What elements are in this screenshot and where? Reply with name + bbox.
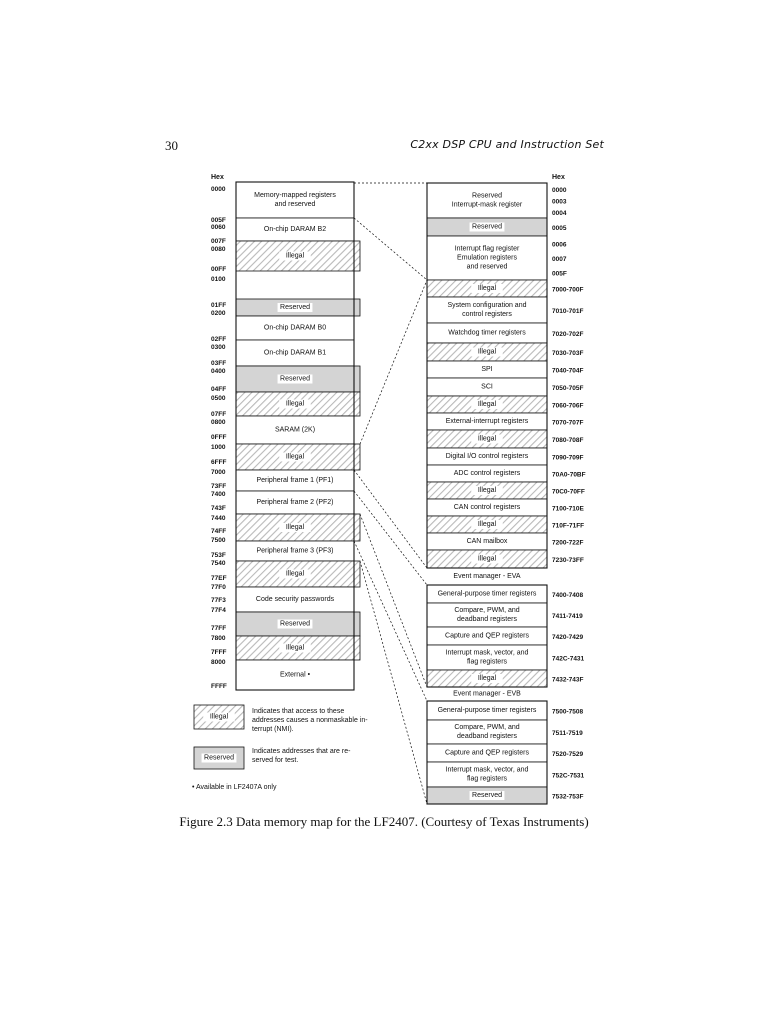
connector-line xyxy=(360,514,427,687)
address-label: 01FF xyxy=(211,302,227,309)
connector-line xyxy=(354,218,427,280)
legend-illegal-text: addresses causes a nonmaskable in- xyxy=(252,717,368,724)
connector-line xyxy=(354,470,427,568)
address-label: 7540 xyxy=(211,560,226,567)
connector-line xyxy=(354,491,427,585)
block-label: General-purpose timer registers xyxy=(437,590,537,598)
address-label: 77FF xyxy=(211,625,227,632)
block-label: and reserved xyxy=(274,201,316,208)
block-label: Event manager - EVB xyxy=(453,690,521,698)
left-memory-map xyxy=(211,174,360,690)
right-block xyxy=(427,297,547,323)
address-label: 7090-709F xyxy=(552,454,584,462)
address-label: 0800 xyxy=(211,419,226,426)
legend-footnote: • Available in LF2407A only xyxy=(192,784,277,791)
address-label: 7420-7429 xyxy=(552,634,584,641)
address-label: 73FF xyxy=(211,483,227,490)
legend-reserved-text: Indicates addresses that are re- xyxy=(252,748,351,755)
block-label: SCI xyxy=(481,383,493,391)
block-label: Emulation registers xyxy=(457,254,517,262)
block-label: System configuration and xyxy=(447,302,527,309)
block-label: Illegal xyxy=(285,524,305,531)
block-label: Code security passwords xyxy=(255,596,335,603)
address-label: 753F xyxy=(211,552,226,559)
address-label: 03FF xyxy=(211,360,227,367)
address-label: 0004 xyxy=(552,210,567,218)
block-label: Peripheral frame 2 (PF2) xyxy=(256,499,334,506)
address-label: FFFF xyxy=(211,683,227,690)
address-label: 0100 xyxy=(211,276,226,283)
address-label: 7440 xyxy=(211,515,226,522)
address-label: 0005 xyxy=(552,225,567,232)
hex-heading: Hex xyxy=(211,174,224,181)
block-label: Illegal xyxy=(477,521,497,528)
block-label: Digital I/O control registers xyxy=(445,453,529,460)
block-label: Reserved xyxy=(472,223,502,231)
address-label: 0200 xyxy=(211,310,226,317)
block-label: External • xyxy=(279,671,311,679)
block-label: On-chip DARAM B0 xyxy=(263,324,327,332)
block-label: General-purpose timer registers xyxy=(437,707,537,714)
address-label: 77F4 xyxy=(211,607,226,614)
block-label: Reserved xyxy=(280,304,310,311)
address-label: 7500-7508 xyxy=(552,708,584,716)
address-label: 7520-7529 xyxy=(552,751,584,758)
connector-lines xyxy=(354,183,427,804)
block-label: Illegal xyxy=(477,285,497,292)
block-label: Illegal xyxy=(477,435,497,443)
right-memory-map xyxy=(427,174,586,804)
address-label: 7060-706F xyxy=(552,402,584,410)
block-label: Reserved xyxy=(204,754,234,762)
block-label: flag registers xyxy=(466,775,508,783)
address-label: 70C0-70FF xyxy=(552,488,585,496)
address-label: 7040-704F xyxy=(552,367,584,375)
address-label: 7500 xyxy=(211,537,226,544)
address-label: 7100-710E xyxy=(552,505,584,513)
address-label: 752C-7531 xyxy=(552,772,585,780)
address-label: 7030-703F xyxy=(552,350,584,357)
address-label: 0080 xyxy=(211,246,226,253)
block-label: External-interrupt registers xyxy=(445,418,529,425)
address-label: 7080-708F xyxy=(552,437,584,444)
block-label: Interrupt-mask register xyxy=(451,201,523,209)
address-label: 7FFF xyxy=(211,649,227,656)
block-label: Watchdog timer registers xyxy=(448,329,526,337)
block-label: Illegal xyxy=(285,570,305,578)
address-label: 005F xyxy=(552,270,567,278)
figure-caption: Figure 2.3 Data memory map for the LF2407. (Courtesy of Texas Instruments) xyxy=(179,814,589,829)
address-label: 7432-743F xyxy=(552,676,584,684)
left-block xyxy=(236,182,354,218)
block-label: deadband registers xyxy=(457,616,517,623)
block-label: flag registers xyxy=(466,658,508,666)
address-label: 0FFF xyxy=(211,434,227,441)
block-label: Capture and QEP registers xyxy=(445,749,529,757)
address-label: 7020-702F xyxy=(552,331,584,338)
address-label: 70A0-70BF xyxy=(552,471,586,479)
address-label: 7411-7419 xyxy=(552,613,583,620)
connector-line xyxy=(354,541,427,701)
block-label: deadband registers xyxy=(457,733,517,740)
address-label: 0060 xyxy=(211,224,226,231)
address-label: 7010-701F xyxy=(552,308,584,315)
block-label: On-chip DARAM B1 xyxy=(263,349,327,357)
address-label: 77F0 xyxy=(211,584,226,591)
address-label: 0400 xyxy=(211,368,226,375)
address-label: 0000 xyxy=(211,186,226,193)
hex-heading: Hex xyxy=(552,174,565,181)
block-label: Compare, PWM, and xyxy=(454,607,520,614)
address-label: 7050-705F xyxy=(552,385,584,392)
block-label: Interrupt flag register xyxy=(454,245,520,253)
block-label: Interrupt mask, vector, and xyxy=(445,766,529,774)
address-label: 0003 xyxy=(552,198,567,206)
address-label: 00FF xyxy=(211,266,227,273)
address-label: 74FF xyxy=(211,528,227,535)
address-label: 8000 xyxy=(211,659,226,666)
block-label: Illegal xyxy=(285,644,305,652)
address-label: 0007 xyxy=(552,256,567,263)
address-label: 7230-73FF xyxy=(552,557,584,564)
block-label: Illegal xyxy=(285,453,305,461)
address-label: 7200-722F xyxy=(552,539,584,547)
block-label: ADC control registers xyxy=(453,470,521,477)
block-label: Reserved xyxy=(472,792,502,799)
address-label: 0300 xyxy=(211,344,226,351)
block-label: Illegal xyxy=(477,348,497,356)
block-label: Memory-mapped registers xyxy=(254,192,336,199)
block-label: Illegal xyxy=(477,401,497,408)
block-label: On-chip DARAM B2 xyxy=(263,226,327,233)
address-label: 0006 xyxy=(552,241,567,249)
block-label: Illegal xyxy=(477,487,497,494)
address-label: 7511-7519 xyxy=(552,730,583,737)
address-label: 7070-707F xyxy=(552,419,584,427)
legend-reserved-text: served for test. xyxy=(252,757,299,764)
block-label: control registers xyxy=(462,311,512,318)
address-label: 6FFF xyxy=(211,459,227,466)
address-label: 7000 xyxy=(211,469,226,476)
block-label: Illegal xyxy=(477,555,497,563)
block-label: SPI xyxy=(481,366,493,373)
block-label: Event manager - EVA xyxy=(453,573,521,580)
running-head-title: C2xx DSP CPU and Instruction Set xyxy=(410,138,604,151)
address-label: 742C-7431 xyxy=(552,655,585,663)
block-label: Reserved xyxy=(280,375,310,383)
address-label: 77F3 xyxy=(211,597,226,604)
block-label: Illegal xyxy=(285,400,305,408)
address-label: 7400 xyxy=(211,491,226,498)
connector-line xyxy=(360,280,427,444)
address-label: 07FF xyxy=(211,411,227,418)
address-label: 743F xyxy=(211,505,226,512)
block-label: Reserved xyxy=(472,192,502,200)
block-label: Peripheral frame 3 (PF3) xyxy=(256,547,334,555)
block-label: Illegal xyxy=(477,675,497,682)
right-block xyxy=(427,183,547,218)
block-label: Compare, PWM, and xyxy=(454,724,520,731)
address-label: 77EF xyxy=(211,575,227,582)
address-label: 7400-7408 xyxy=(552,592,584,599)
block-label: Peripheral frame 1 (PF1) xyxy=(256,477,334,484)
block-label: Illegal xyxy=(209,713,229,721)
block-label: SARAM (2K) xyxy=(274,426,316,434)
address-label: 7800 xyxy=(211,635,226,642)
address-label: 007F xyxy=(211,238,226,245)
legend-illegal-text: terrupt (NMI). xyxy=(252,726,294,733)
address-label: 7532-753F xyxy=(552,793,584,801)
address-label: 02FF xyxy=(211,336,227,343)
block-label: CAN control registers xyxy=(453,504,521,511)
address-label: 0500 xyxy=(211,395,226,402)
page-number: 30 xyxy=(165,138,178,153)
block-label: and reserved xyxy=(466,263,508,271)
address-label: 005F xyxy=(211,217,226,224)
block-label: Reserved xyxy=(280,620,310,628)
address-label: 04FF xyxy=(211,386,227,393)
legend xyxy=(192,705,368,791)
address-label: 710F-71FF xyxy=(552,522,585,530)
legend-illegal-text: Indicates that access to these xyxy=(252,708,345,715)
block-label: Interrupt mask, vector, and xyxy=(445,649,529,657)
address-label: 1000 xyxy=(211,444,226,451)
block-label: Illegal xyxy=(285,252,305,260)
block-label: Capture and QEP registers xyxy=(445,632,529,640)
block-label: CAN mailbox xyxy=(466,538,508,545)
address-label: 0000 xyxy=(552,186,567,194)
connector-line xyxy=(360,561,427,804)
address-label: 7000-700F xyxy=(552,286,584,294)
